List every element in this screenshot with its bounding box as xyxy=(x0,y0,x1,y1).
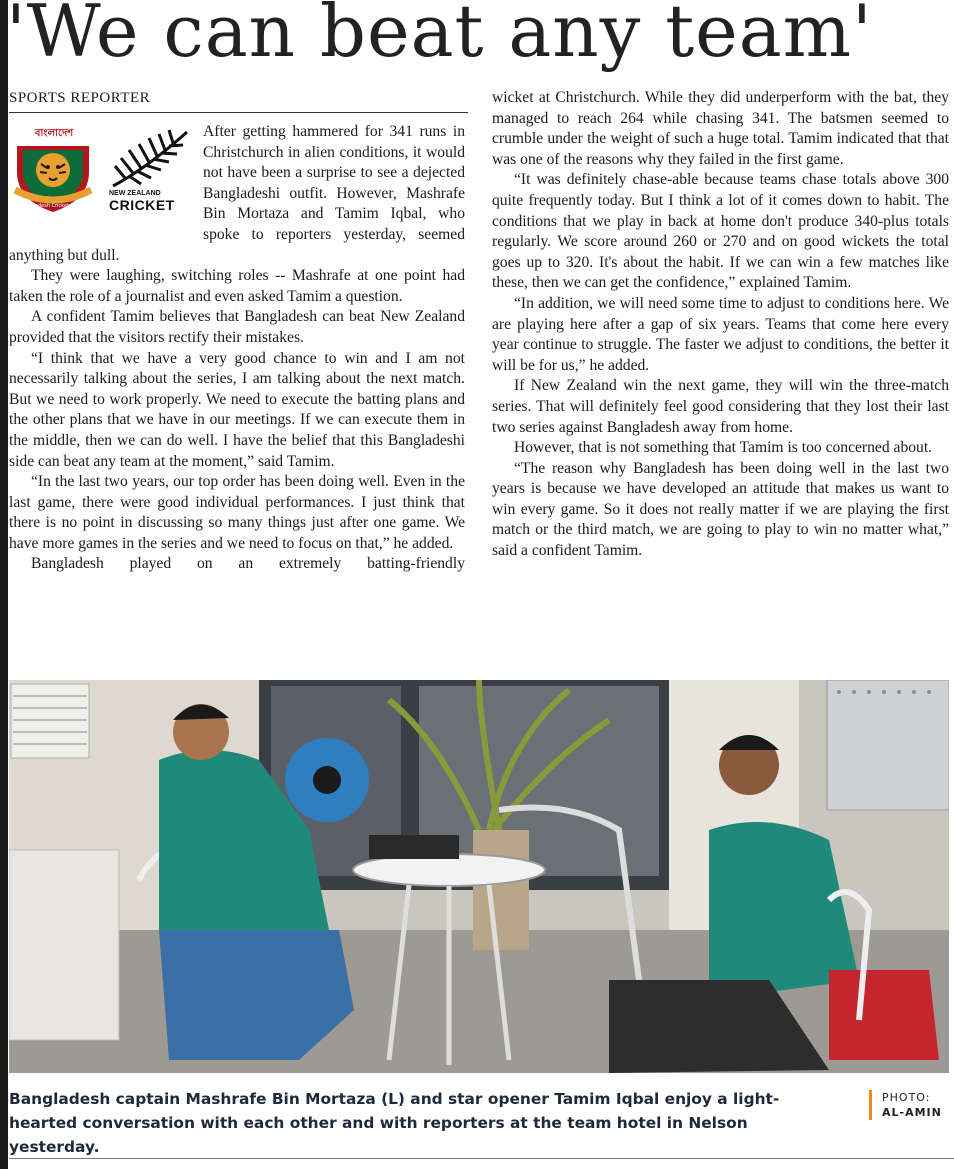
paragraph: “I think that we have a very good chance to win and I am not necessarily talking about the series, I am talking about the next match. But we need to work properly. We need to execute the batting plans and the other plans that we have in our meetings. If we can execute them in the middle, then we can do well. I have the belief that this Bangladeshi side can beat any team at the moment,” said Tamim. xyxy=(9,349,465,470)
photo-caption: Bangladesh captain Mashrafe Bin Mortaza (L) and star opener Tamim Iqbal enjoy a light-hearted conversation with each other and with reporters at the team hotel in Nelson yesterday. xyxy=(9,1090,780,1156)
paragraph: wicket at Christchurch. While they did underperform with the bat, they managed to reach 264 while chasing 341. The batsmen seemed to crumble under the weight of such a huge total. Tamim indicated that that was one of the reasons why they failed in the first game. xyxy=(492,89,949,168)
bcb-logo xyxy=(9,124,97,212)
news-photo xyxy=(9,680,949,1073)
photo-credit-label: PHOTO: xyxy=(882,1091,931,1104)
paragraph: “In the last two years, our top order has been doing well. Even in the last game, there were good individual performances. I just think that there is no point in discussing so many things just after one game. We have more games in the series and we need to focus on that,” he added. xyxy=(9,473,465,552)
paragraph: They were laughing, switching roles -- Mashrafe at one point had taken the role of a journalist and even asked Tamim a question. xyxy=(9,267,465,305)
paragraph: “It was definitely chase-able because teams chase totals above 300 quite frequently today. But I think a lot of it comes down to habit. The conditions that we play in back at home don't produce 340-plus totals regularly. We score around 260 or 270 and on good wickets the total goes up to 320. It's about the habit. If we can win a few matches like these, then we can get the confidence,” explained Tamim. xyxy=(492,171,949,292)
paragraph: A confident Tamim believes that Bangladesh can beat New Zealand provided that the visitors rectify their mistakes. xyxy=(9,308,465,346)
byline xyxy=(9,88,468,113)
paragraph: If New Zealand win the next game, they will win the three-match series. That will definitely feel good considering that they lost their last two series against Bangladesh away from home. xyxy=(492,377,949,436)
nz-logo-small-text: NEW ZEALAND xyxy=(109,190,161,197)
article-column-left xyxy=(9,122,465,575)
bcb-logo-script: বাংলাদেশ xyxy=(34,128,74,139)
paragraph: However, that is not something that Tamim is too concerned about. xyxy=(514,439,933,457)
paragraph: After getting hammered for 341 runs in Christchurch in alien conditions, it would not have been a surprise to see a dejected Bangladeshi outfit. However, Mashrafe Bin Mortaza and Tamim Iqbal, who spoke to reporters yesterday, seemed anything but dull. xyxy=(9,123,465,264)
left-column-rule xyxy=(0,0,8,1169)
headline: 'We can beat any team' xyxy=(6,0,873,73)
nz-logo-big-text: CRICKET xyxy=(109,197,175,213)
logo-group xyxy=(9,122,195,226)
bcb-logo-ribbon-text: Bangladesh Cricket Board xyxy=(20,203,86,209)
photo-credit xyxy=(869,1090,942,1120)
byline-text: SPORTS REPORTER xyxy=(9,90,151,106)
silver-fern-icon xyxy=(107,128,193,190)
paragraph: Bangladesh played on an extremely batting-friendly xyxy=(31,555,465,573)
article-column-right xyxy=(492,88,949,562)
photo-credit-name: AL-AMIN xyxy=(882,1106,942,1119)
nz-cricket-logo xyxy=(107,128,193,216)
paragraph: “The reason why Bangladesh has been doing well in the last two years is because we have developed an attitude that makes us want to win every game. So it does not really matter if we are playing the first match or the third match, we are going to play to win no matter what,” said a confident Tamim. xyxy=(492,459,949,560)
paragraph: “In addition, we will need some time to adjust to conditions here. We are playing here after a gap of six years. Teams that come here every year continue to struggle. The faster we adjust to conditions, the better it will be for us,” he added. xyxy=(492,294,949,374)
bottom-rule xyxy=(9,1158,954,1159)
